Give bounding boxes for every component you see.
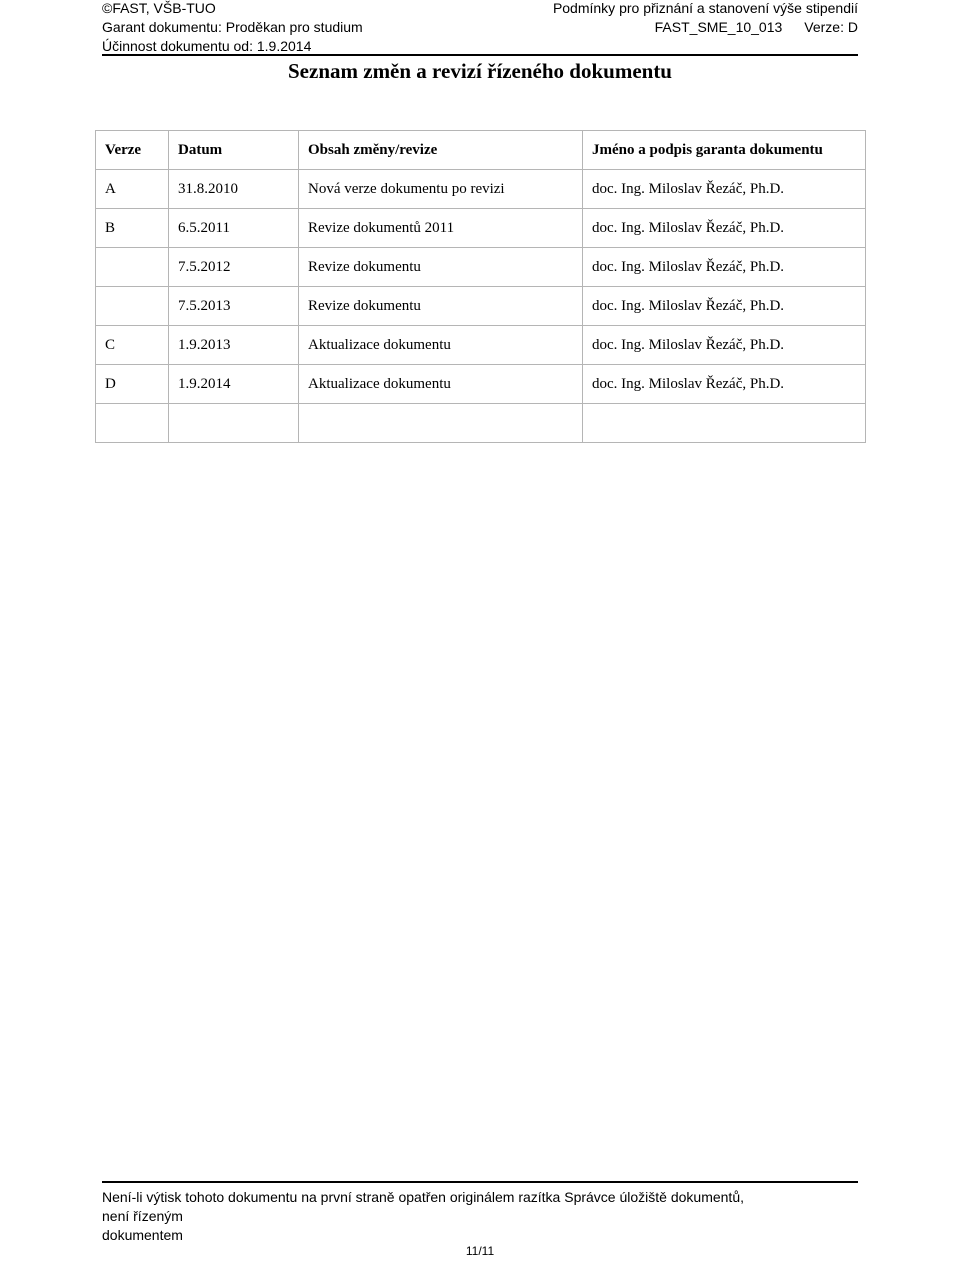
cell-version: B [96, 209, 169, 248]
cell-guarantor: doc. Ing. Miloslav Řezáč, Ph.D. [583, 170, 866, 209]
cell-date: 7.5.2013 [169, 287, 299, 326]
page-number: 11/11 [465, 1244, 495, 1258]
table-row-empty [96, 404, 866, 443]
footer-note [102, 1188, 744, 1245]
cell-date: 6.5.2011 [169, 209, 299, 248]
table-row [96, 248, 866, 287]
cell-version: C [96, 326, 169, 365]
cell-change: Nová verze dokumentu po revizi [299, 170, 583, 209]
cell-change: Revize dokumentu [299, 248, 583, 287]
cell-guarantor: doc. Ing. Miloslav Řezáč, Ph.D. [583, 287, 866, 326]
cell-guarantor: doc. Ing. Miloslav Řezáč, Ph.D. [583, 365, 866, 404]
cell-version: D [96, 365, 169, 404]
cell-version [96, 404, 169, 443]
table-row [96, 365, 866, 404]
cell-date: 7.5.2012 [169, 248, 299, 287]
table-header-row [96, 131, 866, 170]
document-code: FAST_SME_10_013 [654, 19, 783, 35]
table-row [96, 326, 866, 365]
column-header-date: Datum [169, 131, 299, 170]
cell-date: 31.8.2010 [169, 170, 299, 209]
footer-line: Není-li výtisk tohoto dokumentu na první straně opatřen originálem razítka Správce úložiště dokumentů, [102, 1189, 744, 1205]
cell-version [96, 248, 169, 287]
cell-guarantor: doc. Ing. Miloslav Řezáč, Ph.D. [583, 326, 866, 365]
column-header-guarantor: Jméno a podpis garanta dokumentu [583, 131, 866, 170]
document-guarantor: Garant dokumentu: Proděkan pro studium [102, 19, 363, 35]
cell-change [299, 404, 583, 443]
header-divider [102, 54, 858, 56]
revision-table [95, 130, 866, 443]
cell-guarantor [583, 404, 866, 443]
column-header-version: Verze [96, 131, 169, 170]
cell-version [96, 287, 169, 326]
cell-change: Revize dokumentů 2011 [299, 209, 583, 248]
cell-change: Aktualizace dokumentu [299, 326, 583, 365]
copyright-line: ©FAST, VŠB-TUO [102, 0, 216, 16]
table-row [96, 287, 866, 326]
footer-divider [102, 1181, 858, 1183]
cell-change: Revize dokumentu [299, 287, 583, 326]
table-row [96, 209, 866, 248]
table-row [96, 170, 866, 209]
header-left [102, 0, 363, 56]
document-version: Verze: D [804, 19, 858, 35]
cell-guarantor: doc. Ing. Miloslav Řezáč, Ph.D. [583, 248, 866, 287]
cell-date: 1.9.2013 [169, 326, 299, 365]
document-title-header: Podmínky pro přiznání a stanovení výše stipendií [552, 0, 858, 16]
footer-line: dokumentem [102, 1227, 183, 1243]
cell-date [169, 404, 299, 443]
cell-date: 1.9.2014 [169, 365, 299, 404]
cell-guarantor: doc. Ing. Miloslav Řezáč, Ph.D. [583, 209, 866, 248]
header-right [553, 0, 858, 37]
cell-change: Aktualizace dokumentu [299, 365, 583, 404]
effective-date: Účinnost dokumentu od: 1.9.2014 [102, 38, 312, 54]
page-title: Seznam změn a revizí řízeného dokumentu [288, 59, 672, 83]
cell-version: A [96, 170, 169, 209]
footer-line: není řízeným [102, 1208, 183, 1224]
column-header-change: Obsah změny/revize [299, 131, 583, 170]
